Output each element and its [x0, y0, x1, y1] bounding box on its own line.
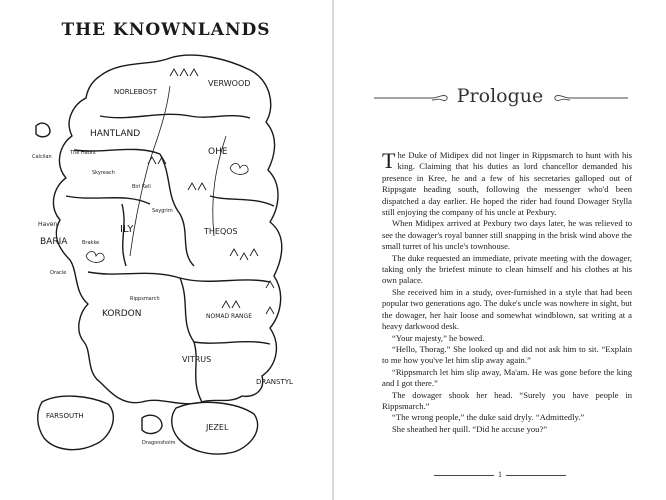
- map-page: [0, 0, 332, 500]
- island-farsouth: [38, 396, 114, 450]
- label-farsouth: FARSOUTH: [46, 412, 84, 420]
- paragraph: When Midipex arrived at Pexbury two days later, he was relieved to see the dowager's royal banner still snapping in the brisk wind above the small turret of his uncle's townhouse.: [382, 218, 632, 252]
- label-hantland: HANTLAND: [90, 129, 141, 139]
- chapter-body: [382, 150, 632, 435]
- label-kordon: KORDON: [102, 309, 142, 319]
- mountain-icon: [230, 249, 258, 260]
- label-the-haunt: The Haunt: [70, 150, 97, 156]
- folio-rule: [434, 475, 494, 476]
- folio-rule: [506, 475, 566, 476]
- label-saygrim: Saygrim: [152, 208, 173, 214]
- label-nomad-range: NOMAD RANGE: [206, 313, 252, 320]
- river: [130, 86, 170, 256]
- island-calcilan: [36, 123, 50, 137]
- border-line: [122, 204, 126, 266]
- paragraph: “Your majesty,” he bowed.: [392, 332, 485, 343]
- chapter-title: Prologue: [456, 85, 544, 107]
- label-vitrus: VITRUS: [182, 355, 212, 364]
- page-folio: [334, 470, 666, 479]
- label-rippsmarch: Rippsmarch: [130, 296, 160, 302]
- drop-cap: T: [382, 148, 396, 173]
- paragraph: She sheathed her quill. “Did he accuse you?”: [392, 423, 548, 434]
- label-calcilan: Calcilan: [32, 154, 52, 160]
- knownlands-map: [30, 46, 310, 480]
- paragraph: She received him in a study, over-furnished in a style that had been popular two generations ago. The duke's uncle was nowhere in sight, but the dowager, her hair loose and somewhat windblown, sat writing at a heavy darkwood desk.: [382, 286, 632, 332]
- first-paragraph-text: he Duke of Midipex did not linger in Rippsmarch to hunt with his king. Claiming that his duties as lord chancellor demanded his presence in Kree, he and a few of his secretaries galloped out of Rippsgate heading south, following the messenger who'd been dispatched a day earlier. He hoped the rider had found Dowager Stylla still enjoying the company of his uncle at Pexbury.: [382, 150, 632, 218]
- label-birl-kell: Birl Kell: [132, 184, 151, 190]
- forest-icon: [230, 164, 248, 175]
- page-number: 1: [498, 470, 502, 479]
- label-verwood: VERWOOD: [208, 79, 251, 88]
- border-line: [100, 114, 250, 118]
- label-norlebost: NORLEBOST: [114, 88, 157, 96]
- paragraph: “The wrong people,” the duke said dryly. “Admittedly.”: [392, 412, 585, 423]
- label-ohe: OHE: [208, 147, 228, 157]
- flourish-right-icon: [552, 92, 630, 104]
- mountain-icon: [188, 183, 206, 190]
- label-dranstyl: DRANSTYL: [256, 378, 293, 386]
- border-line: [194, 342, 270, 344]
- paragraph: [382, 150, 632, 218]
- border-line: [210, 196, 274, 206]
- label-theqos: THEQOS: [204, 227, 238, 236]
- mountain-icon: [222, 301, 240, 308]
- paragraph: “Rippsmarch let him slip away, Ma'am. He was gone before the king and I got there.”: [382, 366, 632, 389]
- paragraph: The duke requested an immediate, private meeting with the dowager, taking only the briefest minute to clean himself and his clothes at his own palace.: [382, 252, 632, 286]
- continent-coastline: [53, 55, 281, 404]
- paragraph: “Hello, Thorag.” She looked up and did not ask him to sit. “Explain to me how you've let him slip away again.”: [382, 343, 632, 366]
- label-oracle: Oracle: [50, 270, 67, 276]
- mountain-icon: [266, 281, 274, 314]
- island-small: [142, 415, 162, 433]
- label-ily: ILY: [120, 224, 134, 235]
- mountain-icon: [170, 69, 198, 76]
- label-skyreach: Skyreach: [92, 170, 115, 176]
- border-line: [88, 272, 270, 282]
- paragraph: The dowager shook her head. “Surely you have people in Rippsmarch.”: [382, 389, 632, 411]
- label-dragonsholm: Dragonsholm: [142, 440, 176, 446]
- label-jezel: JEZEL: [206, 423, 229, 432]
- text-page: [334, 0, 666, 500]
- label-haven: Haven: [38, 221, 58, 228]
- label-brakke: Brakke: [82, 240, 100, 246]
- label-baria: BARIA: [40, 237, 68, 247]
- map-title: THE KNOWNLANDS: [61, 20, 271, 40]
- forest-icon: [86, 252, 104, 263]
- border-line: [180, 278, 202, 402]
- border-line: [66, 196, 150, 204]
